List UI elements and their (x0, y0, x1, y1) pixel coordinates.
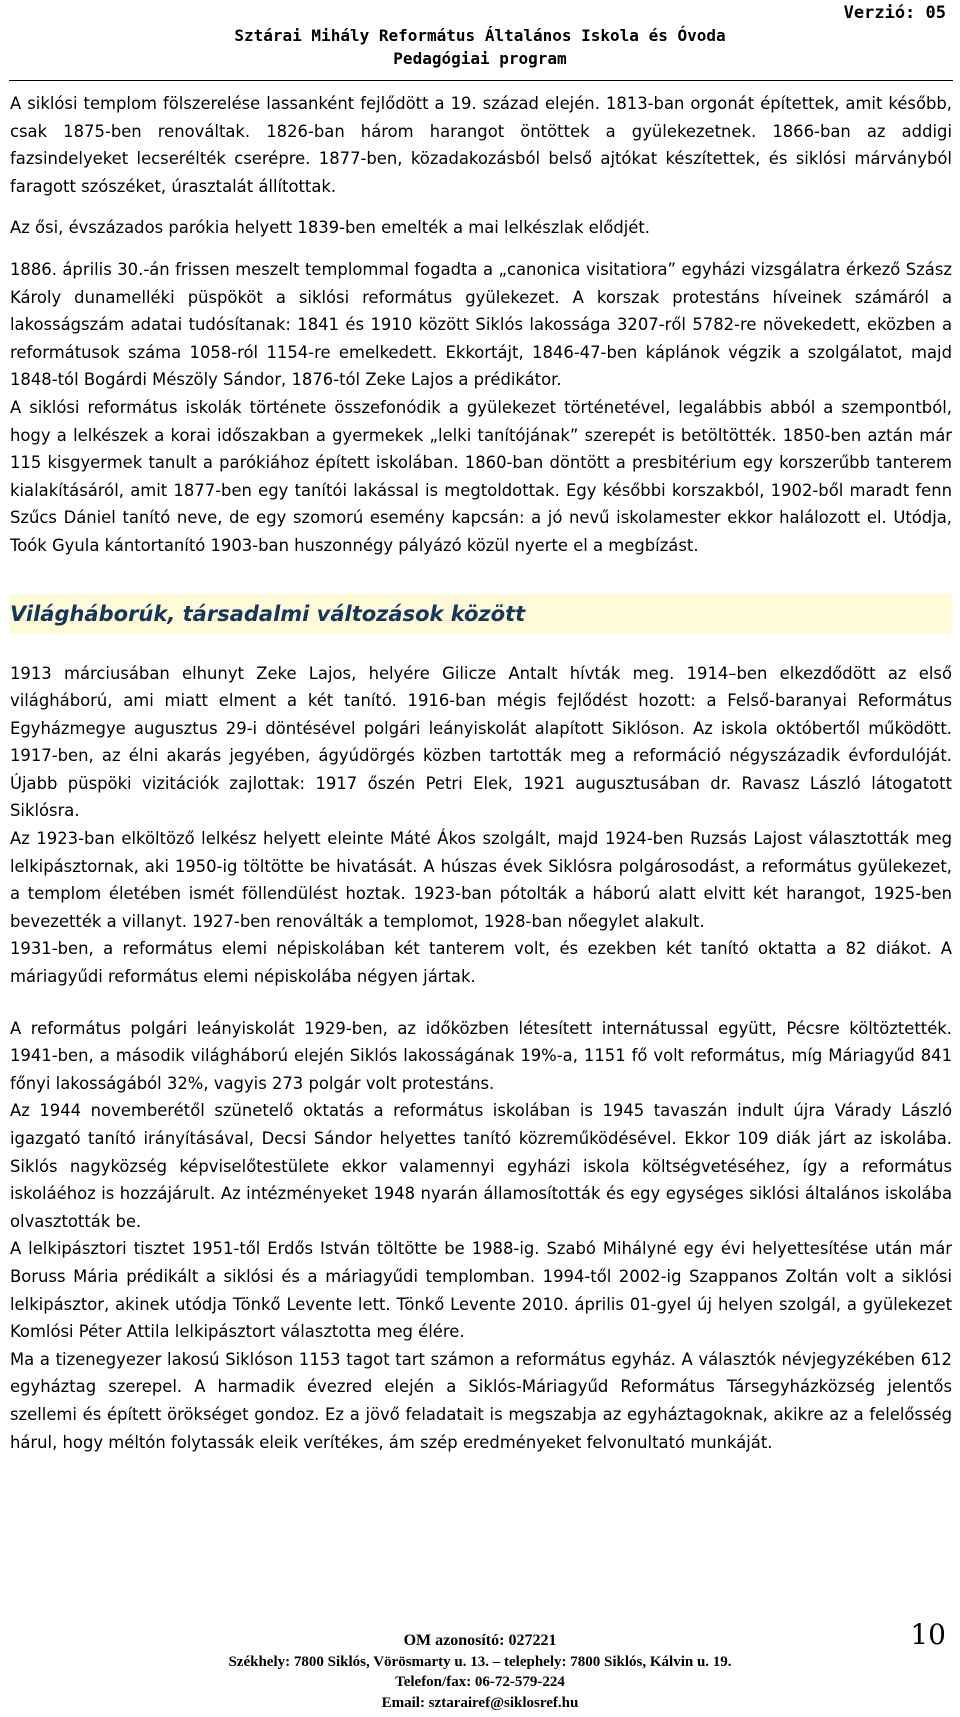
document-title: Pedagógiai program (393, 49, 567, 68)
footer-email: Email: sztarairef@siklosref.hu (381, 1695, 579, 1711)
footer-om-id: OM azonosító: 027221 (403, 1632, 557, 1649)
paragraph-twenties: Az 1923-ban elköltöző lelkész helyett eleinte Máté Ákos szolgált, majd 1924-ben Ruzsás Lajost választották meg lelkipásztornak, aki 1950-ig töltötte be hivatását. A húszas évek Siklósra polgárosodást, a református gyülekezet, a templom életében ismét föllendülést hoztak. 1923-ban pótolták a háború alatt elvitt két harangot, 1925-ben bevezették a villanyt. 1927-ben renoválták a templomot, 1928-ban nőegylet alakult. (10, 829, 952, 931)
section-heading-bar (10, 594, 952, 634)
document-body (10, 90, 952, 1456)
paragraph-parsonage: Az ősi, évszázados parókia helyett 1839-ben emelték a mai lelkészlak elődjét. (10, 218, 651, 238)
paragraph-present-day: Ma a tizenegyezer lakosú Siklóson 1153 tagot tart számon a református egyház. A választók névjegyzékében 612 egyháztag szerepel. A harmadik évezred elején a Siklós-Máriagyűd Református Társegyházközség jelentős szellemi és épített örökséget gondoz. Ez a jövő feladatait is megszabja az egyháztagoknak, akikre az a felelősség hárul, hogy méltón folytassák eleik verítékes, ám szép eredményeket felvonultató munkáját. (10, 1349, 952, 1452)
section-heading: Világháborúk, társadalmi változások között (10, 601, 526, 626)
page-number: 10 (910, 1618, 946, 1651)
paragraph-church-equipment: A siklósi templom fölszerelése lassanként fejlődött a 19. század elején. 1813-ban orgonát építettek, amit később, csak 1875-ben renováltak. 1826-ban három harangot öntöttek a gyülekezetnek. 1866-ban az addigi fazsindelyeket lecserélték cserépre. 1877-ben, közadakozásból belső ajtókat készítettek, és siklósi márványból faragott szószéket, úrasztalát állítottak. (10, 94, 952, 196)
paragraph-schools-history: A siklósi református iskolák története összefonódik a gyülekezet történetével, legalábbis abból a szempontból, hogy a lelkészek a korai időszakban a gyermekek „lelki tanítójának” szerepét is betöltötték. 1850-ben aztán már 115 kisgyermek tanult a parókiához épített iskolában. 1860-ban döntött a presbitérium egy korszerűbb tanterem kialakításáról, amit 1877-ben egy tanítói lakással is megtoldottak. Egy későbbi korszakból, 1902-ből maradt fenn Szűcs Dániel tanító neve, de egy szomorú esemény kapcsán: a jó nevű iskolamester ekkor halálozott el. Utódja, Toók Gyula kántortanító 1903-ban huszonnégy pályázó közül nyerte el a megbízást. (10, 397, 952, 555)
paragraph-1931-schools: 1931-ben, a református elemi népiskolában két tanterem volt, és ezekben két tanító oktatta a 82 diákot. A máriagyűdi református elemi népiskolába négyen jártak. (10, 939, 952, 987)
paragraph-postwar-education: Az 1944 novemberétől szünetelő oktatás a református iskolában is 1945 tavaszán indult újra Várady László igazgató tanító irányításával, Decsi Sándor helyettes tanító közreműködésével. Ekkor 109 diák járt az iskolába. Siklós nagyközség képviselőtestülete ekkor valamennyi egyházi iskola költségvetéséhez, így a református iskoláéhoz is hozzájárult. Az intézményeket 1948 nyarán államosították és egy egységes siklósi általános iskolába olvasztották be. (10, 1101, 952, 1231)
paragraph-pastors: A lelkipásztori tisztet 1951-től Erdős István töltötte be 1988-ig. Szabó Mihályné egy évi helyettesítése után már Boruss Mária prédikált a siklósi és a máriagyűdi templomban. 1994-től 2002-ig Szappanos Zoltán volt a siklósi lelkipásztor, akinek utódja Tönkő Levente lett. Tönkő Levente 2010. április 01-gyel új helyen szolgál, a gyülekezet Komlósi Péter Attila lelkipásztort választotta meg élére. (10, 1239, 952, 1342)
paragraph-visitation: 1886. április 30.-án frissen meszelt templommal fogadta a „canonica visitatiora” egyházi vizsgálatra érkező Szász Károly dunamelléki püspököt a siklósi református gyülekezet. A korszak protestáns híveinek számáról a lakosságszám adatai tudósítanak: 1841 és 1910 között Siklós lakossága 3207-ről 5782-re növekedett, eközben a reformátusok száma 1058-ról 1154-re emelkedett. Ekkortájt, 1846-47-ben káplánok végzik a szolgálatot, majd 1848-tól Bogárdi Mészöly Sándor, 1876-tól Zeke Lajos a prédikátor. (10, 259, 952, 390)
header-divider (9, 80, 953, 81)
footer-phone: Telefon/fax: 06-72-579-224 (395, 1674, 565, 1690)
version-label: Verzió: 05 (843, 3, 946, 23)
footer-address: Székhely: 7800 Siklós, Vörösmarty u. 13. – telephely: 7800 Siklós, Kálvin u. 19. (228, 1654, 732, 1670)
paragraph-world-war-one: 1913 márciusában elhunyt Zeke Lajos, helyére Gilicze Antalt hívták meg. 1914–ben elkezdődött az első világháború, ami miatt elment a két tanító. 1916-ban mégis fejlődést hozott: a Felső-baranyai Református Egyházmegye augusztus 29-i döntésével polgári leányiskolát alapított Siklóson. Az iskola októbertől működött. 1917-ben, az élni akarás jegyében, ágyúdörgés közben tartották meg a reformáció négyszázadik évfordulóját. Újabb püspöki vizitációk zajlottak: 1917 őszén Petri Elek, 1921 augusztusában dr. Ravasz László látogatott Siklósra. (10, 663, 952, 821)
paragraph-girls-school: A református polgári leányiskolát 1929-ben, az időközben létesített internátussal együtt, Pécsre költöztették. 1941-ben, a második világháború elején Siklós lakosságának 19%-a, 1151 fő volt református, míg Máriagyűd 841 főnyi lakosságából 32%, vagyis 273 polgár volt protestáns. (10, 1018, 952, 1093)
school-name: Sztárai Mihály Református Általános Iskola és Óvoda (234, 26, 726, 45)
